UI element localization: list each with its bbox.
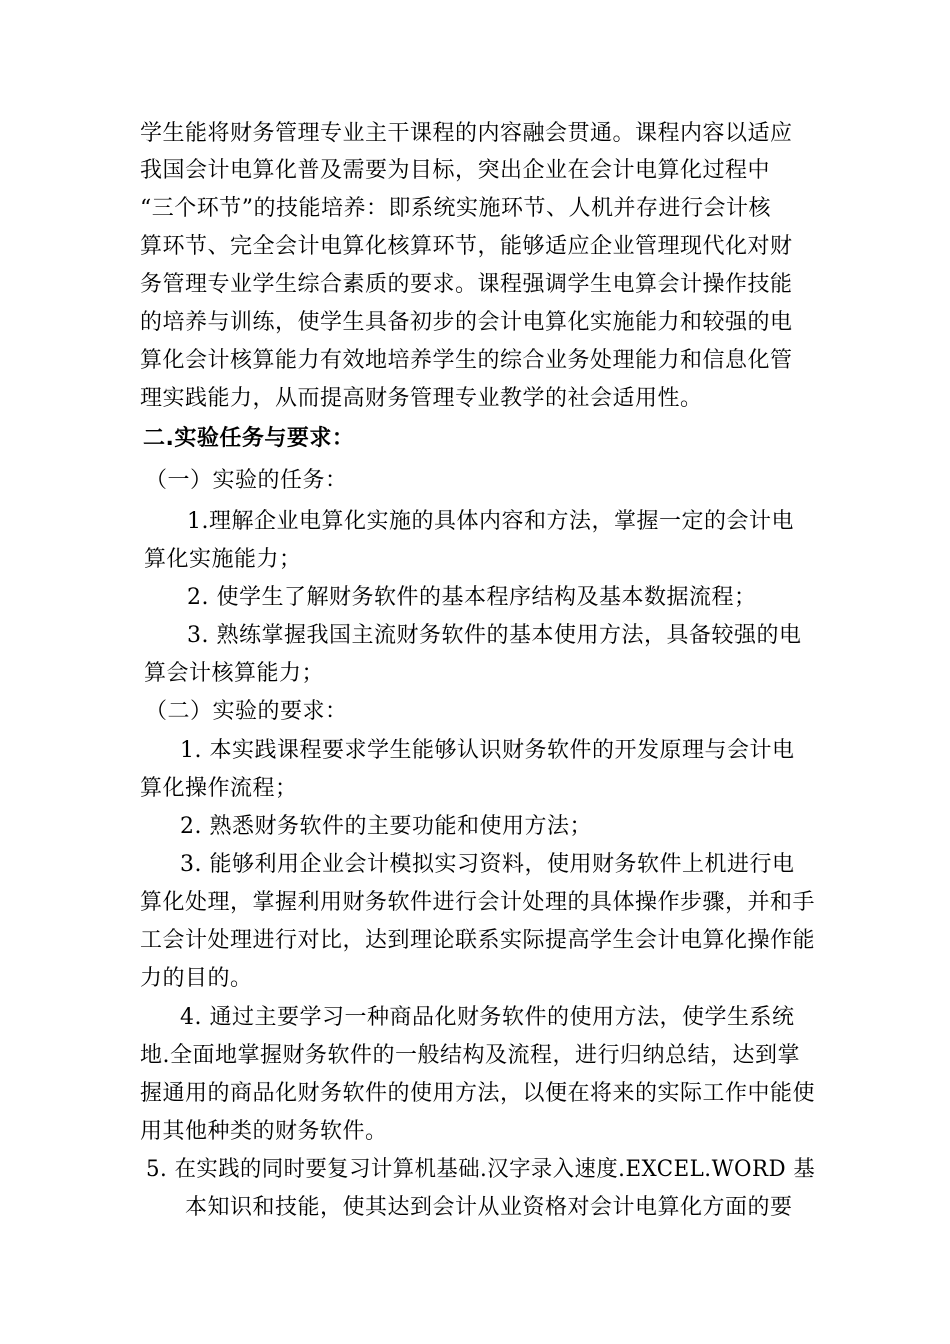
- requirement-item-1-line: 1. 本实践课程要求学生能够认识财务软件的开发原理与会计电: [180, 738, 795, 763]
- requirement-item-3-line: 算化处理，掌握利用财务软件进行会计处理的具体操作步骤，并和手: [140, 890, 816, 915]
- requirement-item-4-line: 用其他种类的财务软件。: [140, 1119, 388, 1144]
- task-item-3-line: 算会计核算能力；: [144, 661, 325, 686]
- paragraph-line: 算化会计核算能力有效地培养学生的综合业务处理能力和信息化管: [140, 348, 793, 373]
- section-heading: 二.实验任务与要求：: [143, 426, 355, 451]
- task-item-2-line: 2. 使学生了解财务软件的基本程序结构及基本数据流程；: [187, 585, 757, 610]
- requirement-item-4-line: 握通用的商品化财务软件的使用方法，以便在将来的实际工作中能使: [140, 1081, 816, 1106]
- requirement-item-5-line: 5. 在实践的同时要复习计算机基础.汉字录入速度.EXCEL.WORD 基: [146, 1157, 816, 1182]
- paragraph-line: 算环节、完全会计电算化核算环节，能够适应企业管理现代化对财: [140, 234, 793, 259]
- paragraph-line: “三个环节”的技能培养：即系统实施环节、人机并存进行会计核: [140, 196, 771, 221]
- requirement-item-3-line: 3. 能够利用企业会计模拟实习资料，使用财务软件上机进行电: [180, 852, 795, 877]
- paragraph-line: 理实践能力，从而提高财务管理专业教学的社会适用性。: [140, 386, 703, 411]
- requirement-item-4-line: 4. 通过主要学习一种商品化财务软件的使用方法，使学生系统: [180, 1005, 795, 1030]
- paragraph-line: 我国会计电算化普及需要为目标，突出企业在会计电算化过程中: [140, 158, 771, 183]
- subsection-title-requirements: （二）实验的要求：: [145, 699, 348, 724]
- requirement-item-1-line: 算化操作流程；: [140, 776, 298, 801]
- paragraph-line: 学生能将财务管理专业主干课程的内容融会贯通。课程内容以适应: [140, 121, 793, 146]
- requirement-item-3-line: 力的目的。: [140, 966, 253, 991]
- requirement-item-3-line: 工会计处理进行对比，达到理论联系实际提高学生会计电算化操作能: [140, 928, 816, 953]
- task-item-3-line: 3. 熟练掌握我国主流财务软件的基本使用方法，具备较强的电: [187, 623, 802, 648]
- requirement-item-2-line: 2. 熟悉财务软件的主要功能和使用方法；: [180, 814, 592, 839]
- paragraph-line: 的培养与训练，使学生具备初步的会计电算化实施能力和较强的电: [140, 310, 793, 335]
- subsection-title-tasks: （一）实验的任务：: [145, 468, 348, 493]
- paragraph-line: 务管理专业学生综合素质的要求。课程强调学生电算会计操作技能: [140, 272, 793, 297]
- requirement-item-5-line: 本知识和技能，使其达到会计从业资格对会计电算化方面的要: [185, 1195, 793, 1220]
- requirement-item-4-line: 地.全面地掌握财务软件的一般结构及流程，进行归纳总结，达到掌: [140, 1043, 800, 1068]
- task-item-1-line: 1.理解企业电算化实施的具体内容和方法，掌握一定的会计电: [187, 509, 794, 534]
- task-item-1-line: 算化实施能力；: [144, 547, 302, 572]
